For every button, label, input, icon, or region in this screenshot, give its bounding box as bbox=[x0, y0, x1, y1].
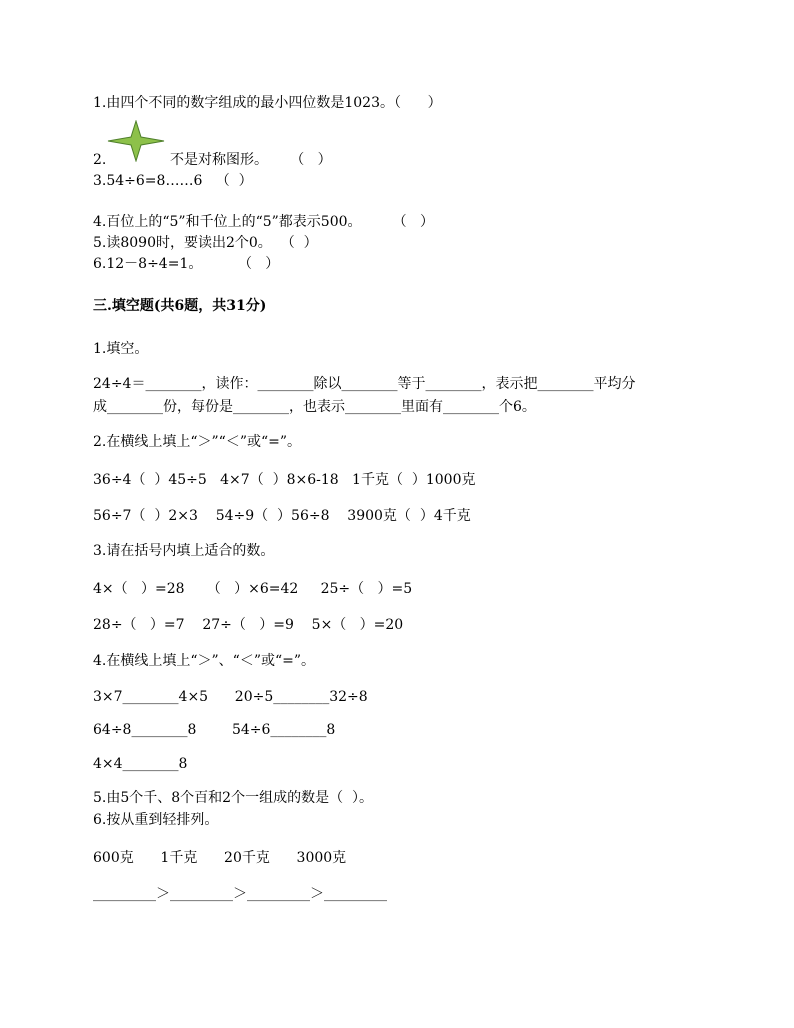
fill-question-2-line-1: 36÷4（ ）45÷5 4×7（ ）8×6-18 1千克（ ）1000克 bbox=[93, 472, 476, 488]
judge-question-1: 1.由四个不同的数字组成的最小四位数是1023。（ ） bbox=[93, 95, 442, 111]
judge-question-2-text: 不是对称图形。 （ ） bbox=[170, 152, 332, 168]
fill-question-6-items: 600克 1千克 20千克 3000克 bbox=[93, 850, 347, 866]
judge-question-6: 6.12－8÷4=1。 （ ） bbox=[93, 256, 280, 272]
fill-question-3-line-2: 28÷（ ）=7 27÷（ ）=9 5×（ ）=20 bbox=[93, 617, 404, 633]
fill-question-4-line-1: 3×7________4×5 20÷5________32÷8 bbox=[93, 689, 368, 705]
fill-question-6-order-blanks: _________＞_________＞_________＞_________ bbox=[93, 886, 387, 902]
fill-question-4-title: 4.在横线上填上“＞”、“＜”或“=”。 bbox=[93, 653, 316, 669]
four-point-star-icon bbox=[107, 120, 165, 162]
fill-question-6-title: 6.按从重到轻排列。 bbox=[93, 812, 219, 828]
fill-question-2-line-2: 56÷7（ ）2×3 54÷9（ ）56÷8 3900克（ ）4千克 bbox=[93, 508, 471, 524]
fill-question-5: 5.由5个千、8个百和2个一组成的数是（ ）。 bbox=[93, 790, 373, 806]
fill-question-1-line-2: 成________份，每份是________，也表示________里面有________个6。 bbox=[93, 399, 536, 415]
judge-question-4: 4.百位上的“5”和千位上的“5”都表示500。 （ ） bbox=[93, 214, 435, 230]
fill-question-1-title: 1.填空。 bbox=[93, 341, 149, 357]
fill-question-4-line-2: 64÷8________8 54÷6________8 bbox=[93, 722, 336, 738]
fill-question-1-line-1: 24÷4＝________，读作：________除以________等于________，表示把________平均分 bbox=[93, 376, 636, 392]
fill-question-3-line-1: 4×（ ）=28 （ ）×6=42 25÷（ ）=5 bbox=[93, 581, 413, 597]
fill-question-4-line-3: 4×4________8 bbox=[93, 756, 188, 772]
fill-question-2-title: 2.在横线上填上“＞”“＜”或“=”。 bbox=[93, 434, 302, 450]
judge-question-5: 5.读8090时，要读出2个0。 （ ） bbox=[93, 235, 318, 251]
judge-question-2-number: 2. bbox=[93, 152, 107, 168]
fill-question-3-title: 3.请在括号内填上适合的数。 bbox=[93, 543, 275, 559]
section-title-fill-in: 三.填空题(共6题，共31分) bbox=[93, 298, 267, 314]
judge-question-3: 3.54÷6=8……6 （ ） bbox=[93, 173, 253, 189]
